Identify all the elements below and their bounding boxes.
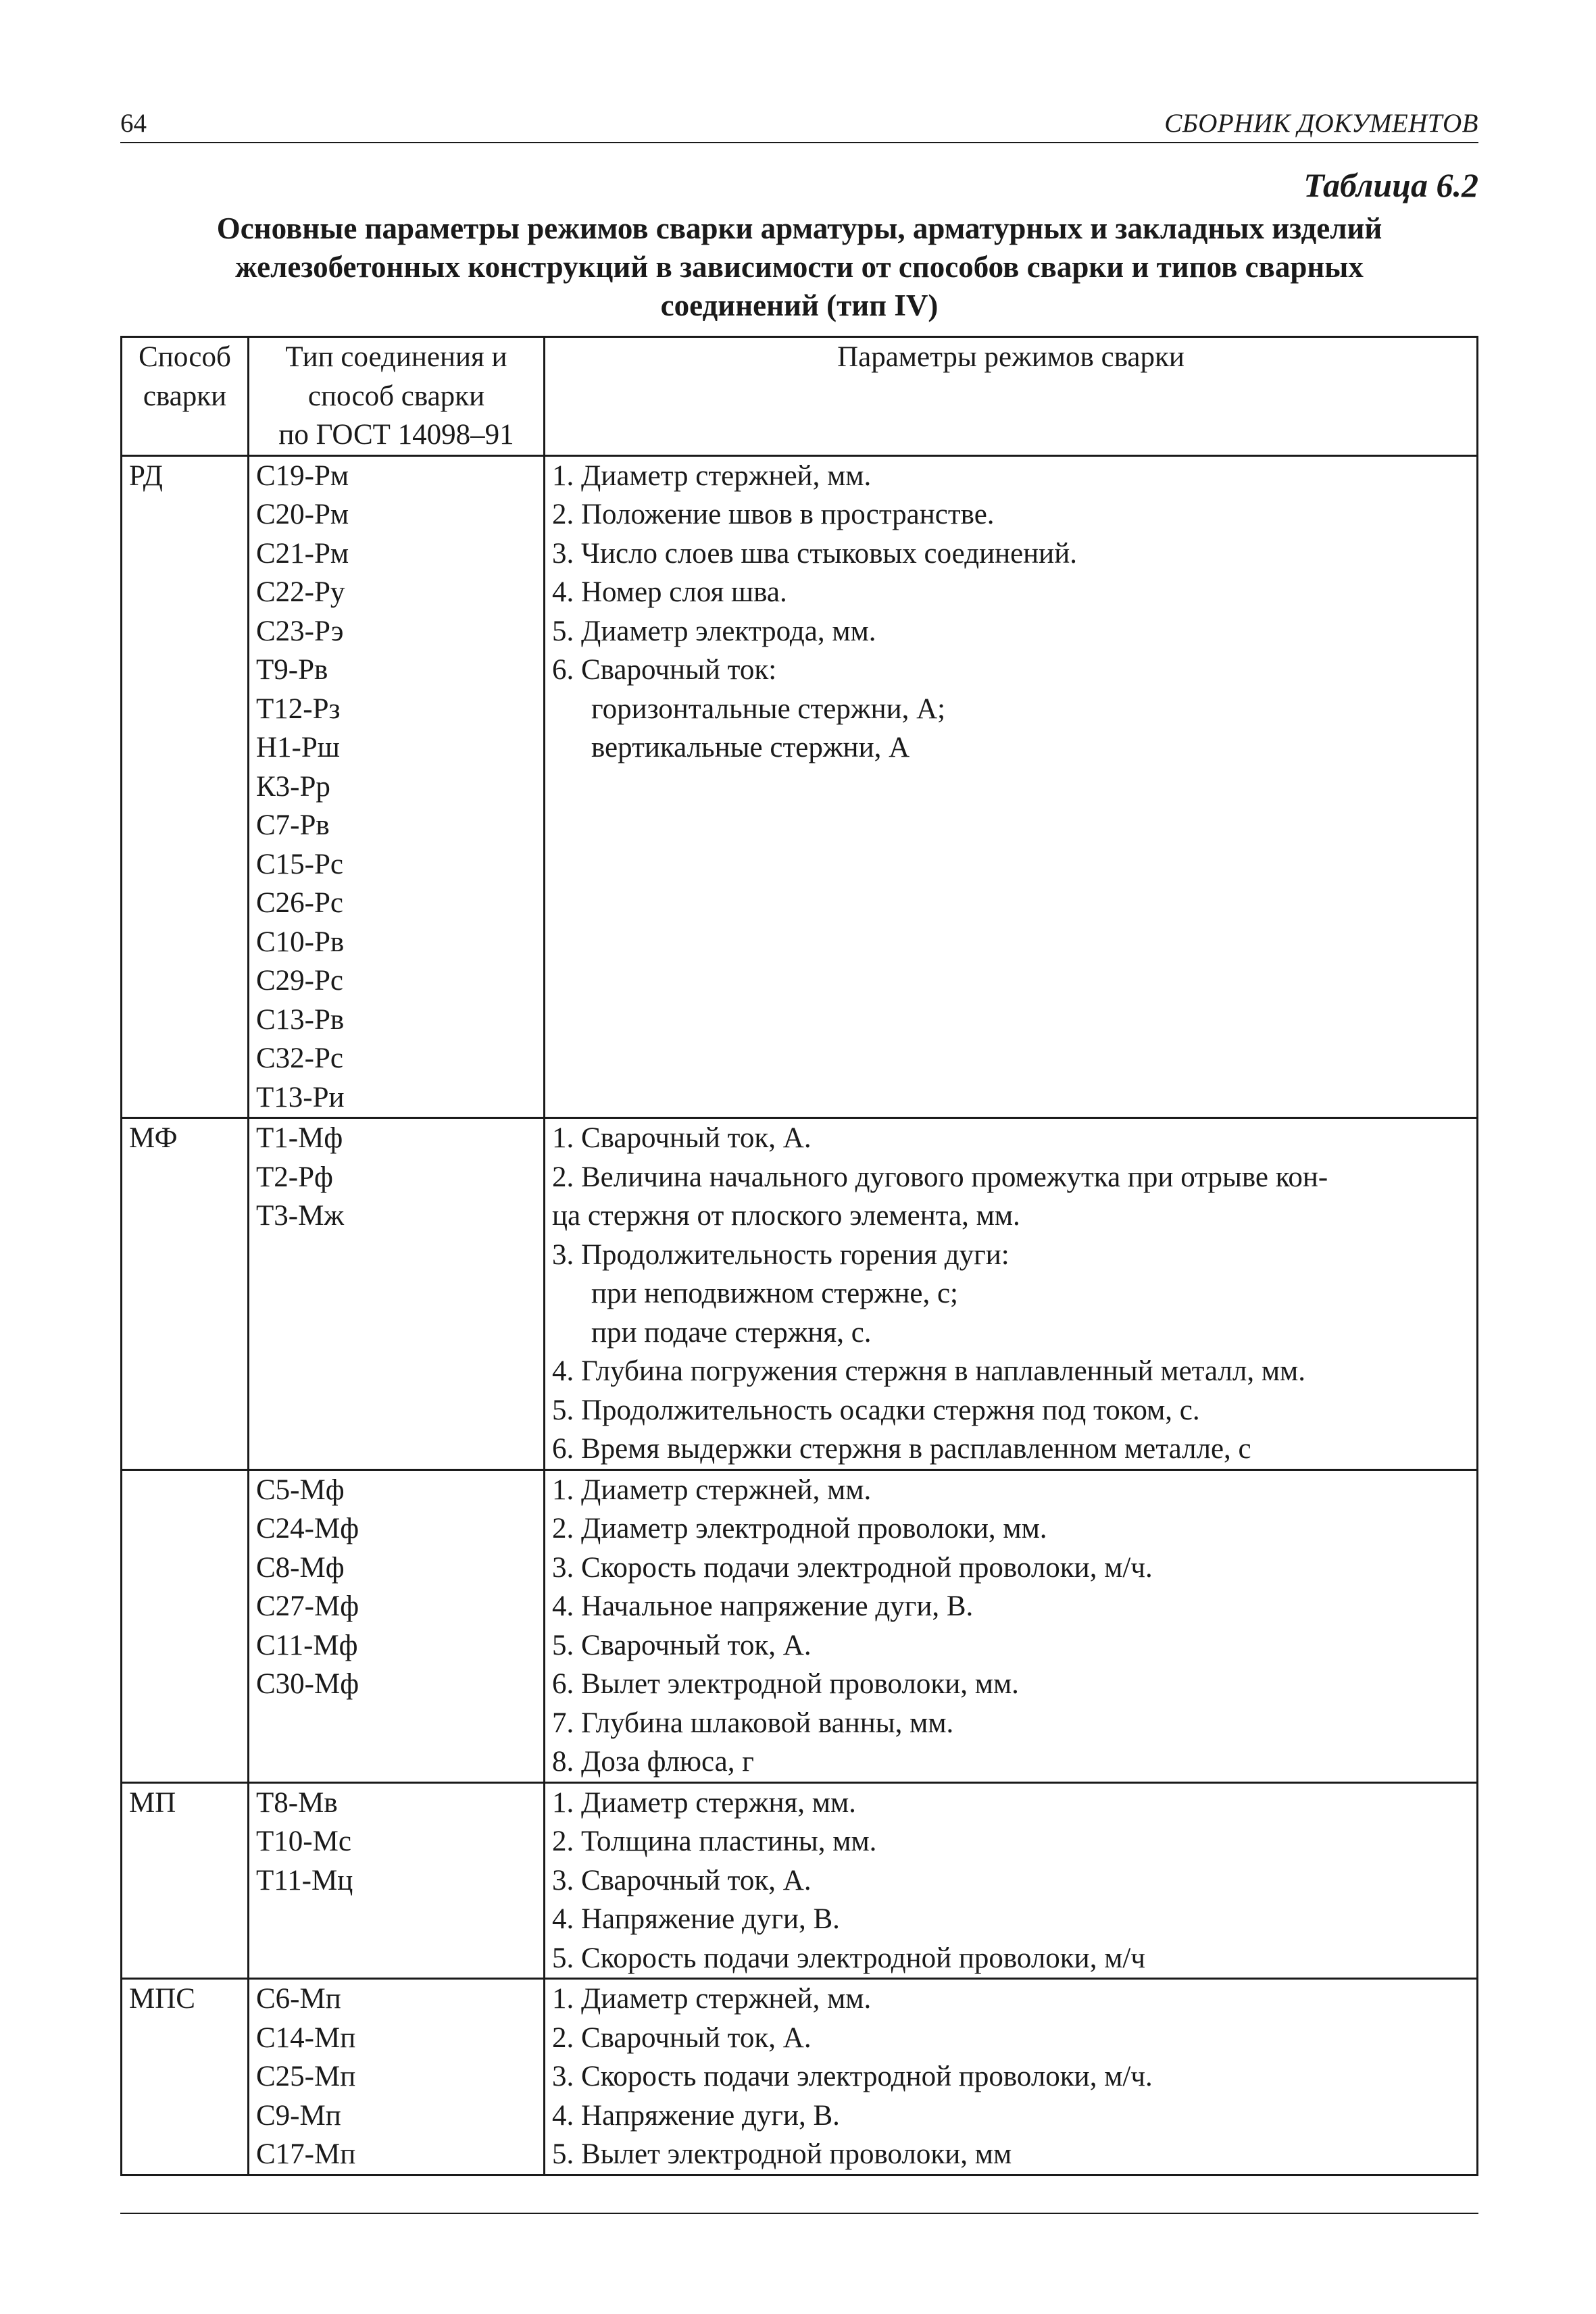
method-label: МФ — [129, 1122, 178, 1154]
parameter-item: ца стержня от плоского элемента, мм. — [552, 1200, 1020, 1232]
joint-code: С26-Рс — [256, 887, 343, 919]
parameter-item: при подаче стержня, с. — [591, 1316, 872, 1349]
joint-code: С17-Мп — [256, 2138, 356, 2170]
method-cell — [122, 1118, 249, 1470]
parameter-item: 5. Вылет электродной проволоки, мм — [552, 2138, 1012, 2170]
header-joint-type — [249, 337, 545, 456]
header-parameters — [545, 337, 1478, 456]
joint-code: С14-Мп — [256, 2021, 356, 2054]
parameters-cell — [545, 455, 1478, 1118]
header-method — [122, 337, 249, 456]
joint-code: Т13-Ри — [256, 1081, 345, 1113]
table-title-line: Основные параметры режимов сварки арматуры, арматурных и закладных изделий — [216, 211, 1382, 245]
parameter-item: 2. Сварочный ток, А. — [552, 2021, 812, 2054]
joint-code: Т8-Мв — [256, 1786, 338, 1819]
joint-code: С23-Рэ — [256, 615, 344, 647]
joint-code: Т3-Мж — [256, 1200, 345, 1232]
parameters-cell — [545, 1118, 1478, 1470]
joint-code: С22-Ру — [256, 576, 345, 608]
joint-code: С8-Мф — [256, 1551, 345, 1584]
joint-code: С9-Мп — [256, 2099, 341, 2132]
parameter-item: 2. Диаметр электродной проволоки, мм. — [552, 1513, 1047, 1544]
joint-code: Т1-Мф — [256, 1122, 343, 1154]
joint-code: К3-Рр — [256, 770, 330, 803]
parameter-item: 5. Сварочный ток, А. — [552, 1629, 812, 1661]
parameter-item: 1. Диаметр стержней, мм. — [552, 459, 872, 492]
table-row — [122, 1979, 1478, 2175]
method-label: МПС — [129, 1983, 195, 2015]
parameters-cell — [545, 1979, 1478, 2175]
parameter-item: 1. Сварочный ток, А. — [552, 1122, 812, 1154]
parameter-item: 1. Диаметр стержня, мм. — [552, 1786, 856, 1819]
joint-code: С29-Рс — [256, 965, 343, 997]
parameter-item: горизонтальные стержни, А; — [591, 693, 946, 725]
header-line: по ГОСТ 14098–91 — [278, 419, 514, 451]
table-row — [122, 1469, 1478, 1782]
header-line: Параметры режимов сварки — [837, 341, 1184, 373]
header-line: Способ — [139, 341, 231, 373]
joint-type-cell — [249, 1782, 545, 1979]
table-title-line: железобетонных конструкций в зависимости от способов сварки и типов сварных — [235, 250, 1364, 284]
table-row — [122, 455, 1478, 1118]
parameter-item: 7. Глубина шлаковой ванны, мм. — [552, 1707, 954, 1739]
parameter-item: 6. Вылет электродной проволоки, мм. — [552, 1668, 1019, 1700]
parameter-item: 2. Величина начального дугового промежутка при отрыве кон- — [552, 1161, 1328, 1193]
parameter-item: 3. Скорость подачи электродной проволоки, м/ч. — [552, 2061, 1153, 2092]
method-cell — [122, 1782, 249, 1979]
footer-rule — [120, 2213, 1478, 2214]
parameter-item: при неподвижном стержне, с; — [591, 1278, 959, 1309]
parameter-item: 3. Скорость подачи электродной проволоки, м/ч. — [552, 1551, 1153, 1584]
method-cell — [122, 455, 249, 1118]
parameter-item: 4. Глубина погружения стержня в наплавленный металл, мм. — [552, 1355, 1306, 1387]
parameter-item: 8. Доза флюса, г — [552, 1746, 754, 1778]
joint-code: Т10-Мс — [256, 1826, 351, 1857]
joint-code: Т11-Мц — [256, 1864, 353, 1896]
table-title — [120, 209, 1478, 325]
method-cell — [122, 1469, 249, 1782]
joint-type-cell — [249, 455, 545, 1118]
header-line: способ сварки — [307, 380, 485, 412]
header-line: сварки — [143, 380, 227, 412]
joint-type-cell — [249, 1979, 545, 2175]
joint-code: С11-Мф — [256, 1629, 358, 1661]
joint-code: С19-Рм — [256, 459, 349, 492]
method-label: МП — [129, 1786, 176, 1819]
parameter-item: вертикальные стержни, А — [591, 732, 910, 763]
parameter-item: 1. Диаметр стержней, мм. — [552, 1983, 872, 2015]
parameter-item: 4. Номер слоя шва. — [552, 576, 787, 608]
joint-code: С21-Рм — [256, 537, 349, 570]
table-title-line: соединений (тип IV) — [660, 288, 939, 322]
joint-code: С7-Рв — [256, 809, 330, 841]
parameter-item: 5. Продолжительность осадки стержня под током, с. — [552, 1394, 1200, 1426]
welding-parameters-table — [120, 336, 1478, 2176]
joint-code: С15-Рс — [256, 848, 343, 880]
joint-code: С20-Рм — [256, 499, 349, 530]
parameters-cell — [545, 1469, 1478, 1782]
parameter-item: 4. Напряжение дуги, В. — [552, 2099, 840, 2132]
header-rule — [120, 142, 1478, 143]
method-label: РД — [129, 459, 164, 492]
parameter-item: 3. Продолжительность горения дуги: — [552, 1238, 1009, 1271]
method-cell — [122, 1979, 249, 2175]
parameter-item: 4. Начальное напряжение дуги, В. — [552, 1590, 974, 1622]
header-line: Тип соединения и — [285, 341, 507, 373]
running-title: СБОРНИК ДОКУМЕНТОВ — [1164, 109, 1478, 138]
parameter-item: 6. Время выдержки стержня в расплавленном металле, с — [552, 1433, 1251, 1465]
joint-code: С10-Рв — [256, 926, 345, 958]
parameter-item: 6. Сварочный ток: — [552, 654, 777, 686]
joint-code: Т9-Рв — [256, 654, 328, 686]
joint-type-cell — [249, 1469, 545, 1782]
parameters-cell — [545, 1782, 1478, 1979]
parameter-item: 2. Положение швов в пространстве. — [552, 499, 995, 530]
joint-code: Т2-Рф — [256, 1161, 333, 1193]
joint-code: С5-Мф — [256, 1474, 345, 1506]
table-header-row — [122, 337, 1478, 456]
joint-code: С25-Мп — [256, 2061, 356, 2092]
table-row — [122, 1782, 1478, 1979]
parameter-item: 3. Число слоев шва стыковых соединений. — [552, 537, 1077, 570]
parameter-item: 4. Напряжение дуги, В. — [552, 1903, 840, 1935]
parameter-item: 1. Диаметр стержней, мм. — [552, 1474, 872, 1506]
table-number: Таблица 6.2 — [1303, 166, 1478, 204]
parameter-item: 5. Диаметр электрода, мм. — [552, 615, 876, 647]
parameter-item: 2. Толщина пластины, мм. — [552, 1826, 877, 1857]
table-row — [122, 1118, 1478, 1470]
joint-code: Н1-Рш — [256, 732, 340, 763]
parameter-item: 5. Скорость подачи электродной проволоки, м/ч — [552, 1942, 1145, 1974]
joint-type-cell — [249, 1118, 545, 1470]
joint-code: С30-Мф — [256, 1668, 359, 1700]
joint-code: С6-Мп — [256, 1983, 341, 2015]
joint-code: С24-Мф — [256, 1513, 359, 1544]
joint-code: С13-Рв — [256, 1003, 345, 1036]
page-number: 64 — [120, 109, 147, 138]
joint-code: Т12-Рз — [256, 693, 341, 725]
joint-code: С27-Мф — [256, 1590, 359, 1622]
joint-code: С32-Рс — [256, 1042, 343, 1074]
parameter-item: 3. Сварочный ток, А. — [552, 1864, 812, 1896]
